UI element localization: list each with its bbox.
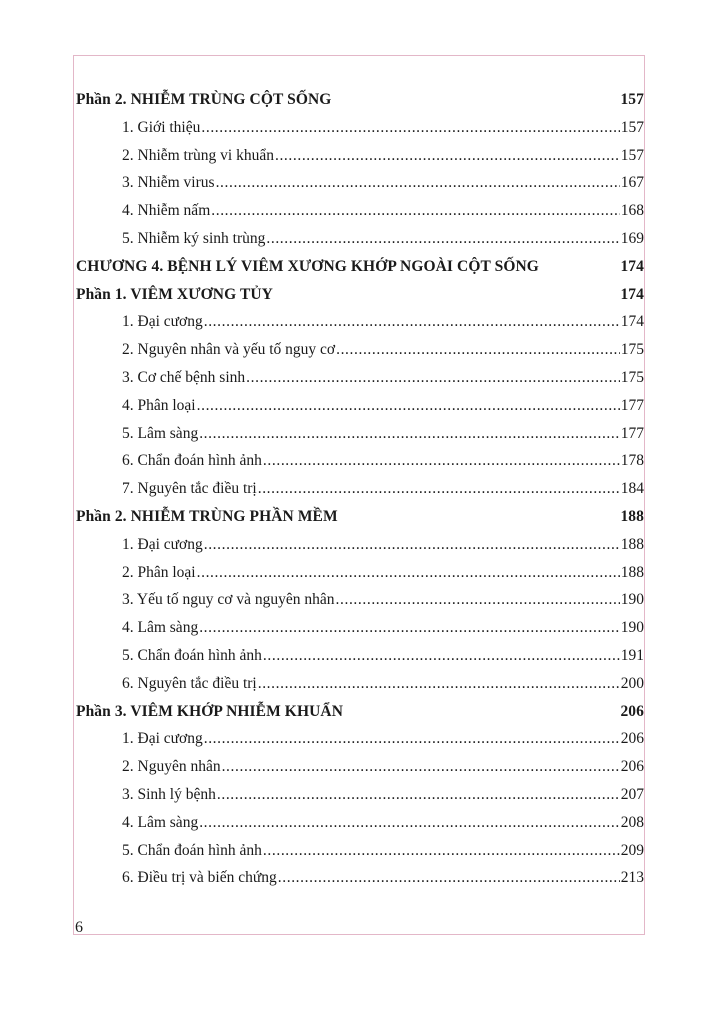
toc-label: 5. Nhiễm ký sinh trùng — [122, 229, 266, 247]
dot-leader — [216, 169, 620, 197]
dot-leader — [263, 642, 620, 670]
toc-entry — [76, 642, 644, 670]
toc-entry — [76, 586, 644, 614]
toc-page-number: 175 — [620, 341, 644, 359]
toc-heading — [76, 253, 644, 281]
toc-page-number: 177 — [620, 396, 644, 414]
toc-heading — [76, 698, 644, 726]
dot-leader — [199, 809, 620, 837]
dot-leader — [336, 586, 620, 614]
toc-label: Phần 1. VIÊM XƯƠNG TỦY — [76, 285, 273, 303]
dot-leader — [263, 447, 620, 475]
toc-label: 6. Chẩn đoán hình ảnh — [122, 452, 262, 470]
toc-page-number: 188 — [620, 563, 644, 581]
toc-label: 3. Sinh lý bệnh — [122, 785, 216, 803]
toc-heading — [76, 86, 644, 114]
toc-entry — [76, 308, 644, 336]
toc-entry — [76, 781, 644, 809]
toc-page-number: 206 — [620, 730, 644, 748]
toc-label: CHƯƠNG 4. BỆNH LÝ VIÊM XƯƠNG KHỚP NGOÀI CỘT SỐNG — [76, 257, 539, 275]
toc-page-number: 157 — [620, 118, 644, 136]
toc-label: 4. Nhiễm nấm — [122, 202, 211, 220]
toc-entry — [76, 559, 644, 587]
toc-page-number: 208 — [620, 813, 644, 831]
toc-label: Phần 3. VIÊM KHỚP NHIỄM KHUẨN — [76, 702, 343, 720]
toc-entry — [76, 837, 644, 865]
toc-page-number: 188 — [620, 507, 644, 525]
toc-page-number: 167 — [620, 174, 644, 192]
toc-label: 3. Cơ chế bệnh sinh — [122, 368, 246, 386]
toc-heading — [76, 503, 644, 531]
toc-entry — [76, 364, 644, 392]
table-of-contents — [76, 86, 644, 892]
toc-label: Phần 2. NHIỄM TRÙNG CỘT SỐNG — [76, 91, 332, 108]
toc-entry — [76, 475, 644, 503]
toc-entry — [76, 864, 644, 892]
toc-page-number: 175 — [620, 368, 644, 386]
toc-entry — [76, 336, 644, 364]
toc-page-number: 200 — [620, 674, 644, 692]
toc-page-number: 178 — [620, 452, 644, 470]
toc-label: 1. Đại cương — [122, 730, 203, 748]
dot-leader — [199, 420, 620, 448]
toc-entry — [76, 420, 644, 448]
toc-entry — [76, 670, 644, 698]
toc-page-number: 190 — [620, 619, 644, 637]
page-number: 6 — [75, 919, 83, 936]
toc-label: 5. Chẩn đoán hình ảnh — [122, 646, 262, 664]
toc-page-number: 157 — [620, 91, 644, 108]
dot-leader — [197, 559, 620, 587]
dot-leader — [263, 837, 620, 865]
dot-leader — [246, 364, 620, 392]
toc-label: 7. Nguyên tắc điều trị — [122, 480, 257, 498]
toc-entry — [76, 114, 644, 142]
toc-entry — [76, 447, 644, 475]
toc-label: 1. Đại cương — [122, 313, 203, 331]
toc-heading — [76, 281, 644, 309]
toc-label: Phần 2. NHIỄM TRÙNG PHẦN MỀM — [76, 507, 338, 525]
dot-leader — [199, 614, 620, 642]
toc-label: 1. Đại cương — [122, 535, 203, 553]
toc-page-number: 207 — [620, 785, 644, 803]
toc-page-number: 209 — [620, 841, 644, 859]
toc-entry — [76, 169, 644, 197]
toc-entry — [76, 614, 644, 642]
toc-page-number: 169 — [620, 229, 644, 247]
dot-leader — [275, 142, 620, 170]
dot-leader — [266, 225, 619, 253]
dot-leader — [204, 725, 620, 753]
toc-page-number: 174 — [620, 285, 644, 303]
toc-page-number: 213 — [620, 869, 644, 887]
toc-entry — [76, 753, 644, 781]
toc-label: 1. Giới thiệu — [122, 118, 201, 136]
dot-leader — [222, 753, 620, 781]
toc-entry — [76, 197, 644, 225]
dot-leader — [204, 531, 620, 559]
toc-entry — [76, 225, 644, 253]
toc-entry — [76, 531, 644, 559]
dot-leader — [258, 670, 620, 698]
toc-page-number: 191 — [620, 646, 644, 664]
toc-label: 2. Nhiễm trùng vi khuẩn — [122, 146, 274, 164]
toc-entry — [76, 725, 644, 753]
toc-page-number: 174 — [620, 313, 644, 331]
dot-leader — [204, 308, 620, 336]
toc-label: 5. Chẩn đoán hình ảnh — [122, 841, 262, 859]
toc-page-number: 174 — [620, 257, 644, 275]
toc-entry — [76, 142, 644, 170]
toc-label: 6. Nguyên tắc điều trị — [122, 674, 257, 692]
dot-leader — [278, 864, 620, 892]
dot-leader — [211, 197, 620, 225]
toc-page-number: 157 — [620, 146, 644, 164]
toc-label: 2. Nguyên nhân — [122, 758, 221, 776]
toc-label: 5. Lâm sàng — [122, 424, 199, 442]
toc-page-number: 168 — [620, 202, 644, 220]
dot-leader — [201, 114, 619, 142]
dot-leader — [217, 781, 620, 809]
toc-page-number: 188 — [620, 535, 644, 553]
dot-leader — [258, 475, 620, 503]
toc-page-number: 177 — [620, 424, 644, 442]
toc-label: 4. Lâm sàng — [122, 813, 199, 831]
toc-label: 6. Điều trị và biến chứng — [122, 869, 277, 887]
dot-leader — [197, 392, 620, 420]
toc-label: 4. Phân loại — [122, 396, 196, 414]
toc-label: 2. Nguyên nhân và yếu tố nguy cơ — [122, 341, 336, 359]
toc-page-number: 206 — [620, 758, 644, 776]
dot-leader — [336, 336, 620, 364]
toc-entry — [76, 809, 644, 837]
toc-label: 3. Yếu tố nguy cơ và nguyên nhân — [122, 591, 335, 609]
toc-label: 2. Phân loại — [122, 563, 196, 581]
toc-page-number: 206 — [620, 702, 644, 720]
toc-page-number: 190 — [620, 591, 644, 609]
toc-label: 4. Lâm sàng — [122, 619, 199, 637]
toc-page-number: 184 — [620, 480, 644, 498]
toc-entry — [76, 392, 644, 420]
toc-label: 3. Nhiễm virus — [122, 174, 215, 192]
